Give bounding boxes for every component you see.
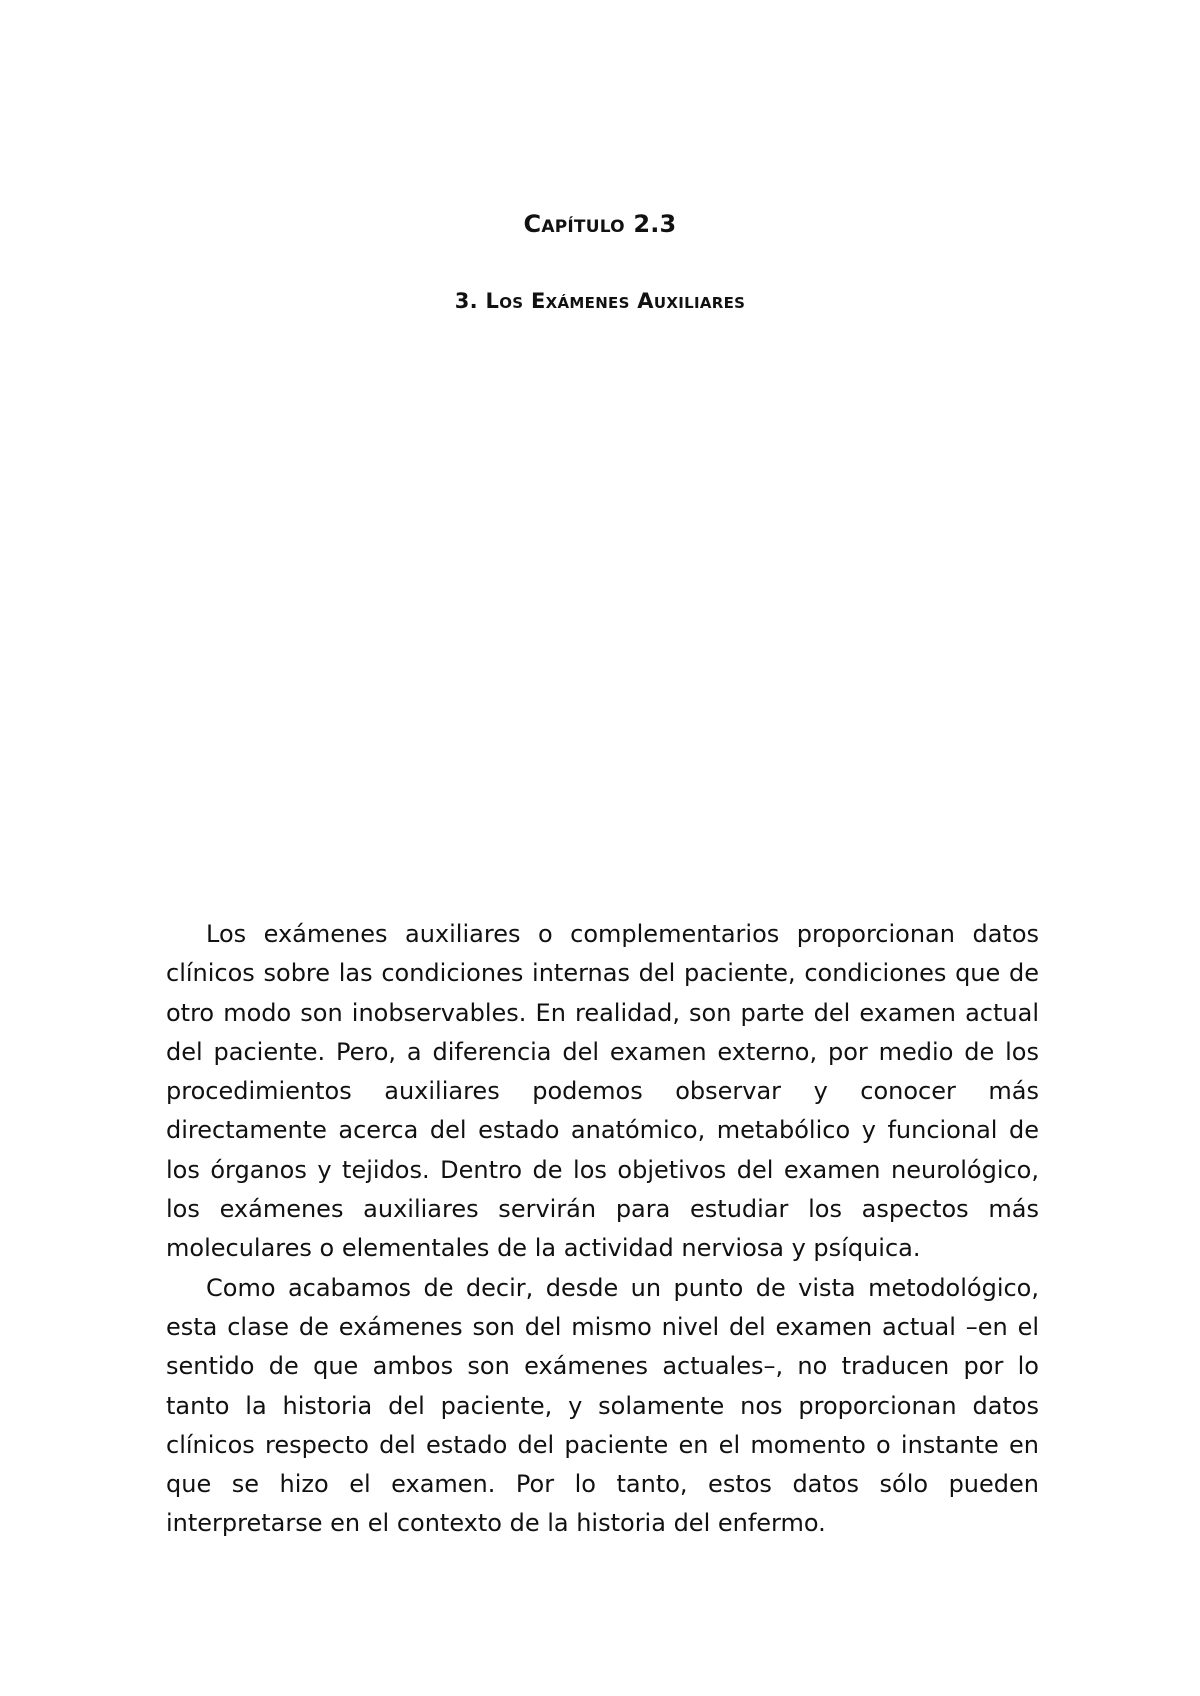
chapter-label: Capítulo 2.3 (523, 210, 677, 238)
body-text (166, 915, 1039, 1544)
paragraph: Los exámenes auxiliares o complementarios proporcionan datos clínicos sobre las condiciones internas del paciente, condiciones que de otro modo son inobservables. En realidad, son parte del examen actual del paciente. Pero, a diferencia del examen externo, por medio de los procedimientos auxiliares podemos observar y conocer más directamente acerca del estado anatómico, metabólico y funcional de los órganos y tejidos. Dentro de los objetivos del examen neurológico, los exámenes auxiliares servirán para estudiar los aspectos más moleculares o elementales de la actividad nerviosa y psíquica. (166, 920, 1039, 1263)
chapter-title: 3. Los Exámenes Auxiliares (454, 289, 746, 313)
paragraph: Como acabamos de decir, desde un punto de vista metodológico, esta clase de exámenes son del mismo nivel del examen actual –en el sentido de que ambos son exámenes actuales–, no traducen por lo tanto la historia del paciente, y solamente nos proporcionan datos clínicos respecto del estado del paciente en el momento o instante en que se hizo el examen. Por lo tanto, estos datos sólo pueden interpretarse en el contexto de la historia del enfermo. (166, 1273, 1039, 1538)
